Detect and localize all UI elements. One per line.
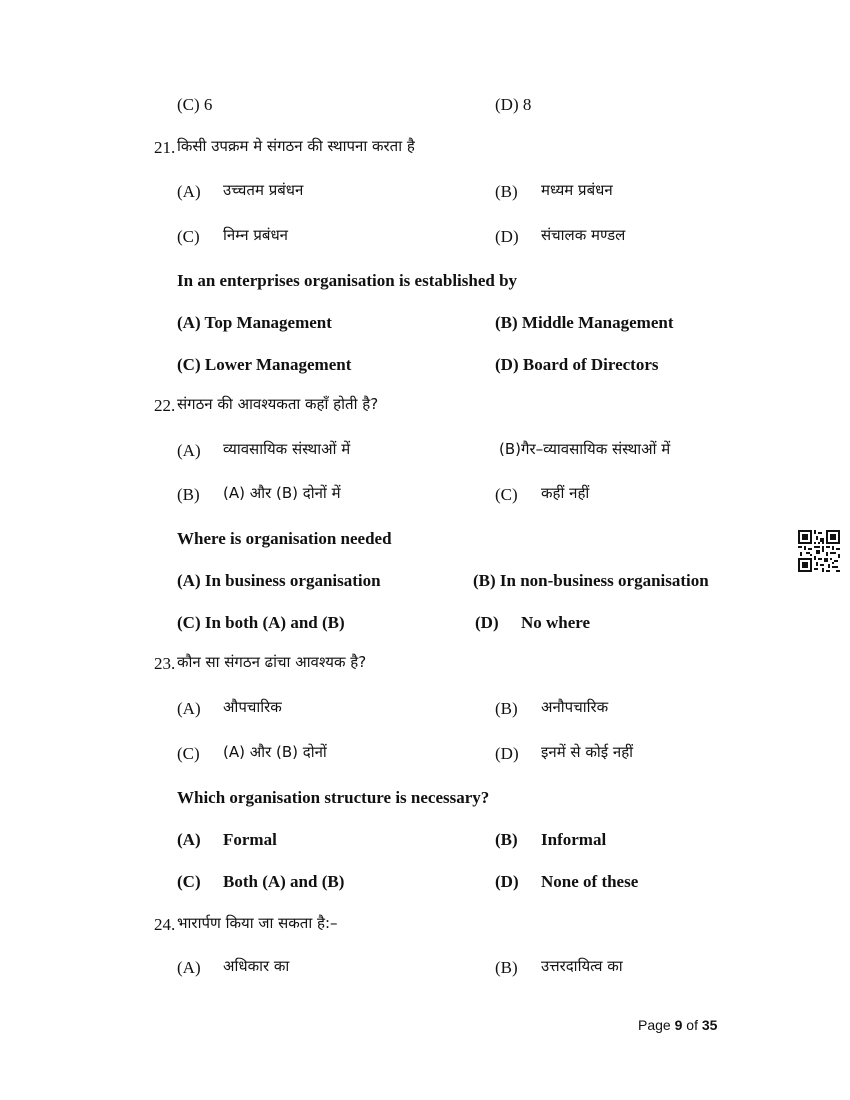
q22-en-a: (A) In business organisation (177, 571, 381, 590)
q21-hi-c-text: निम्न प्रबंधन (223, 226, 289, 244)
q22-hi-a-label: (A) (177, 441, 201, 460)
q24-hindi-question: भारार्पण किया जा सकता है:– (177, 914, 338, 932)
q22-hi-a-text: व्यावसायिक संस्थाओं में (223, 440, 351, 458)
q22-hi-c-text: (A) और (B) दोनों में (223, 484, 341, 502)
q23-en-d-label: (D) (495, 872, 519, 891)
q23-en-b-label: (B) (495, 830, 518, 849)
q22-hi-d-text: कहीं नहीं (541, 484, 590, 502)
option-d-q20: (D) 8 (495, 95, 532, 114)
q23-en-b-text: Informal (541, 830, 607, 849)
q21-en-a: (A) Top Management (177, 313, 332, 332)
q21-hi-a-text: उच्चतम प्रबंधन (223, 181, 304, 199)
q23-en-a-text: Formal (223, 830, 277, 849)
q24-hi-b-label: (B) (495, 958, 518, 977)
q21-en-d: (D) Board of Directors (495, 355, 659, 374)
q23-hi-d-label: (D) (495, 744, 519, 763)
q22-hindi-question: संगठन की आवश्यकता कहाँ होती है? (177, 395, 379, 413)
q23-english-question: Which organisation structure is necessary? (177, 788, 490, 807)
q24-hi-a-text: अधिकार का (223, 957, 290, 975)
q21-hi-b-text: मध्यम प्रबंधन (541, 181, 613, 199)
page-footer (638, 1017, 717, 1033)
q21-hi-d-label: (D) (495, 227, 519, 246)
q24-hi-b-text: उत्तरदायित्व का (541, 957, 623, 975)
q22-english-question: Where is organisation needed (177, 529, 392, 548)
q23-en-a-label: (A) (177, 830, 201, 849)
q22-hi-b-text: (B)गैर–व्यावसायिक संस्थाओं में (499, 440, 671, 458)
q21-hindi-question: किसी उपक्रम मे संगठन की स्थापना करता है (177, 137, 415, 155)
q23-hi-a-label: (A) (177, 699, 201, 718)
q23-en-c-label: (C) (177, 872, 201, 891)
q23-en-c-text: Both (A) and (B) (223, 872, 345, 891)
q23-hi-d-text: इनमें से कोई नहीं (541, 743, 634, 761)
qr-code-icon (798, 530, 840, 572)
q21-en-c: (C) Lower Management (177, 355, 352, 374)
q22-en-d-label: (D) (475, 613, 499, 632)
option-c-q20: (C) 6 (177, 95, 213, 114)
q22-hi-d-label: (C) (495, 485, 518, 504)
footer-prefix: Page (638, 1017, 675, 1033)
q24-hi-a-label: (A) (177, 958, 201, 977)
q22-en-d-text: No where (521, 613, 591, 632)
q23-hi-b-text: अनौपचारिक (541, 698, 609, 716)
q22-en-c: (C) In both (A) and (B) (177, 613, 345, 632)
q22-en-b: (B) In non-business organisation (473, 571, 709, 590)
q21-hi-d-text: संचालक मण्डल (541, 226, 626, 244)
q23-hi-b-label: (B) (495, 699, 518, 718)
q21-hi-a-label: (A) (177, 182, 201, 201)
q23-hi-c-label: (C) (177, 744, 200, 763)
q21-hi-b-label: (B) (495, 182, 518, 201)
q21-en-b: (B) Middle Management (495, 313, 674, 332)
current-page-number: 9 (674, 1017, 683, 1033)
q23-hi-a-text: औपचारिक (223, 698, 282, 716)
q21-english-question: In an enterprises organisation is established by (177, 271, 518, 290)
q22-hi-c-label: (B) (177, 485, 200, 504)
q23-number: 23. (154, 654, 176, 673)
q21-number: 21. (154, 138, 176, 157)
q24-number: 24. (154, 915, 176, 934)
total-page-count: 35 (701, 1017, 718, 1033)
q22-number: 22. (154, 396, 176, 415)
q23-hindi-question: कौन सा संगठन ढांचा आवश्यक है? (177, 653, 367, 671)
q21-hi-c-label: (C) (177, 227, 200, 246)
q23-en-d-text: None of these (541, 872, 639, 891)
footer-of: of (682, 1017, 702, 1033)
q23-hi-c-text: (A) और (B) दोनों (223, 743, 327, 761)
